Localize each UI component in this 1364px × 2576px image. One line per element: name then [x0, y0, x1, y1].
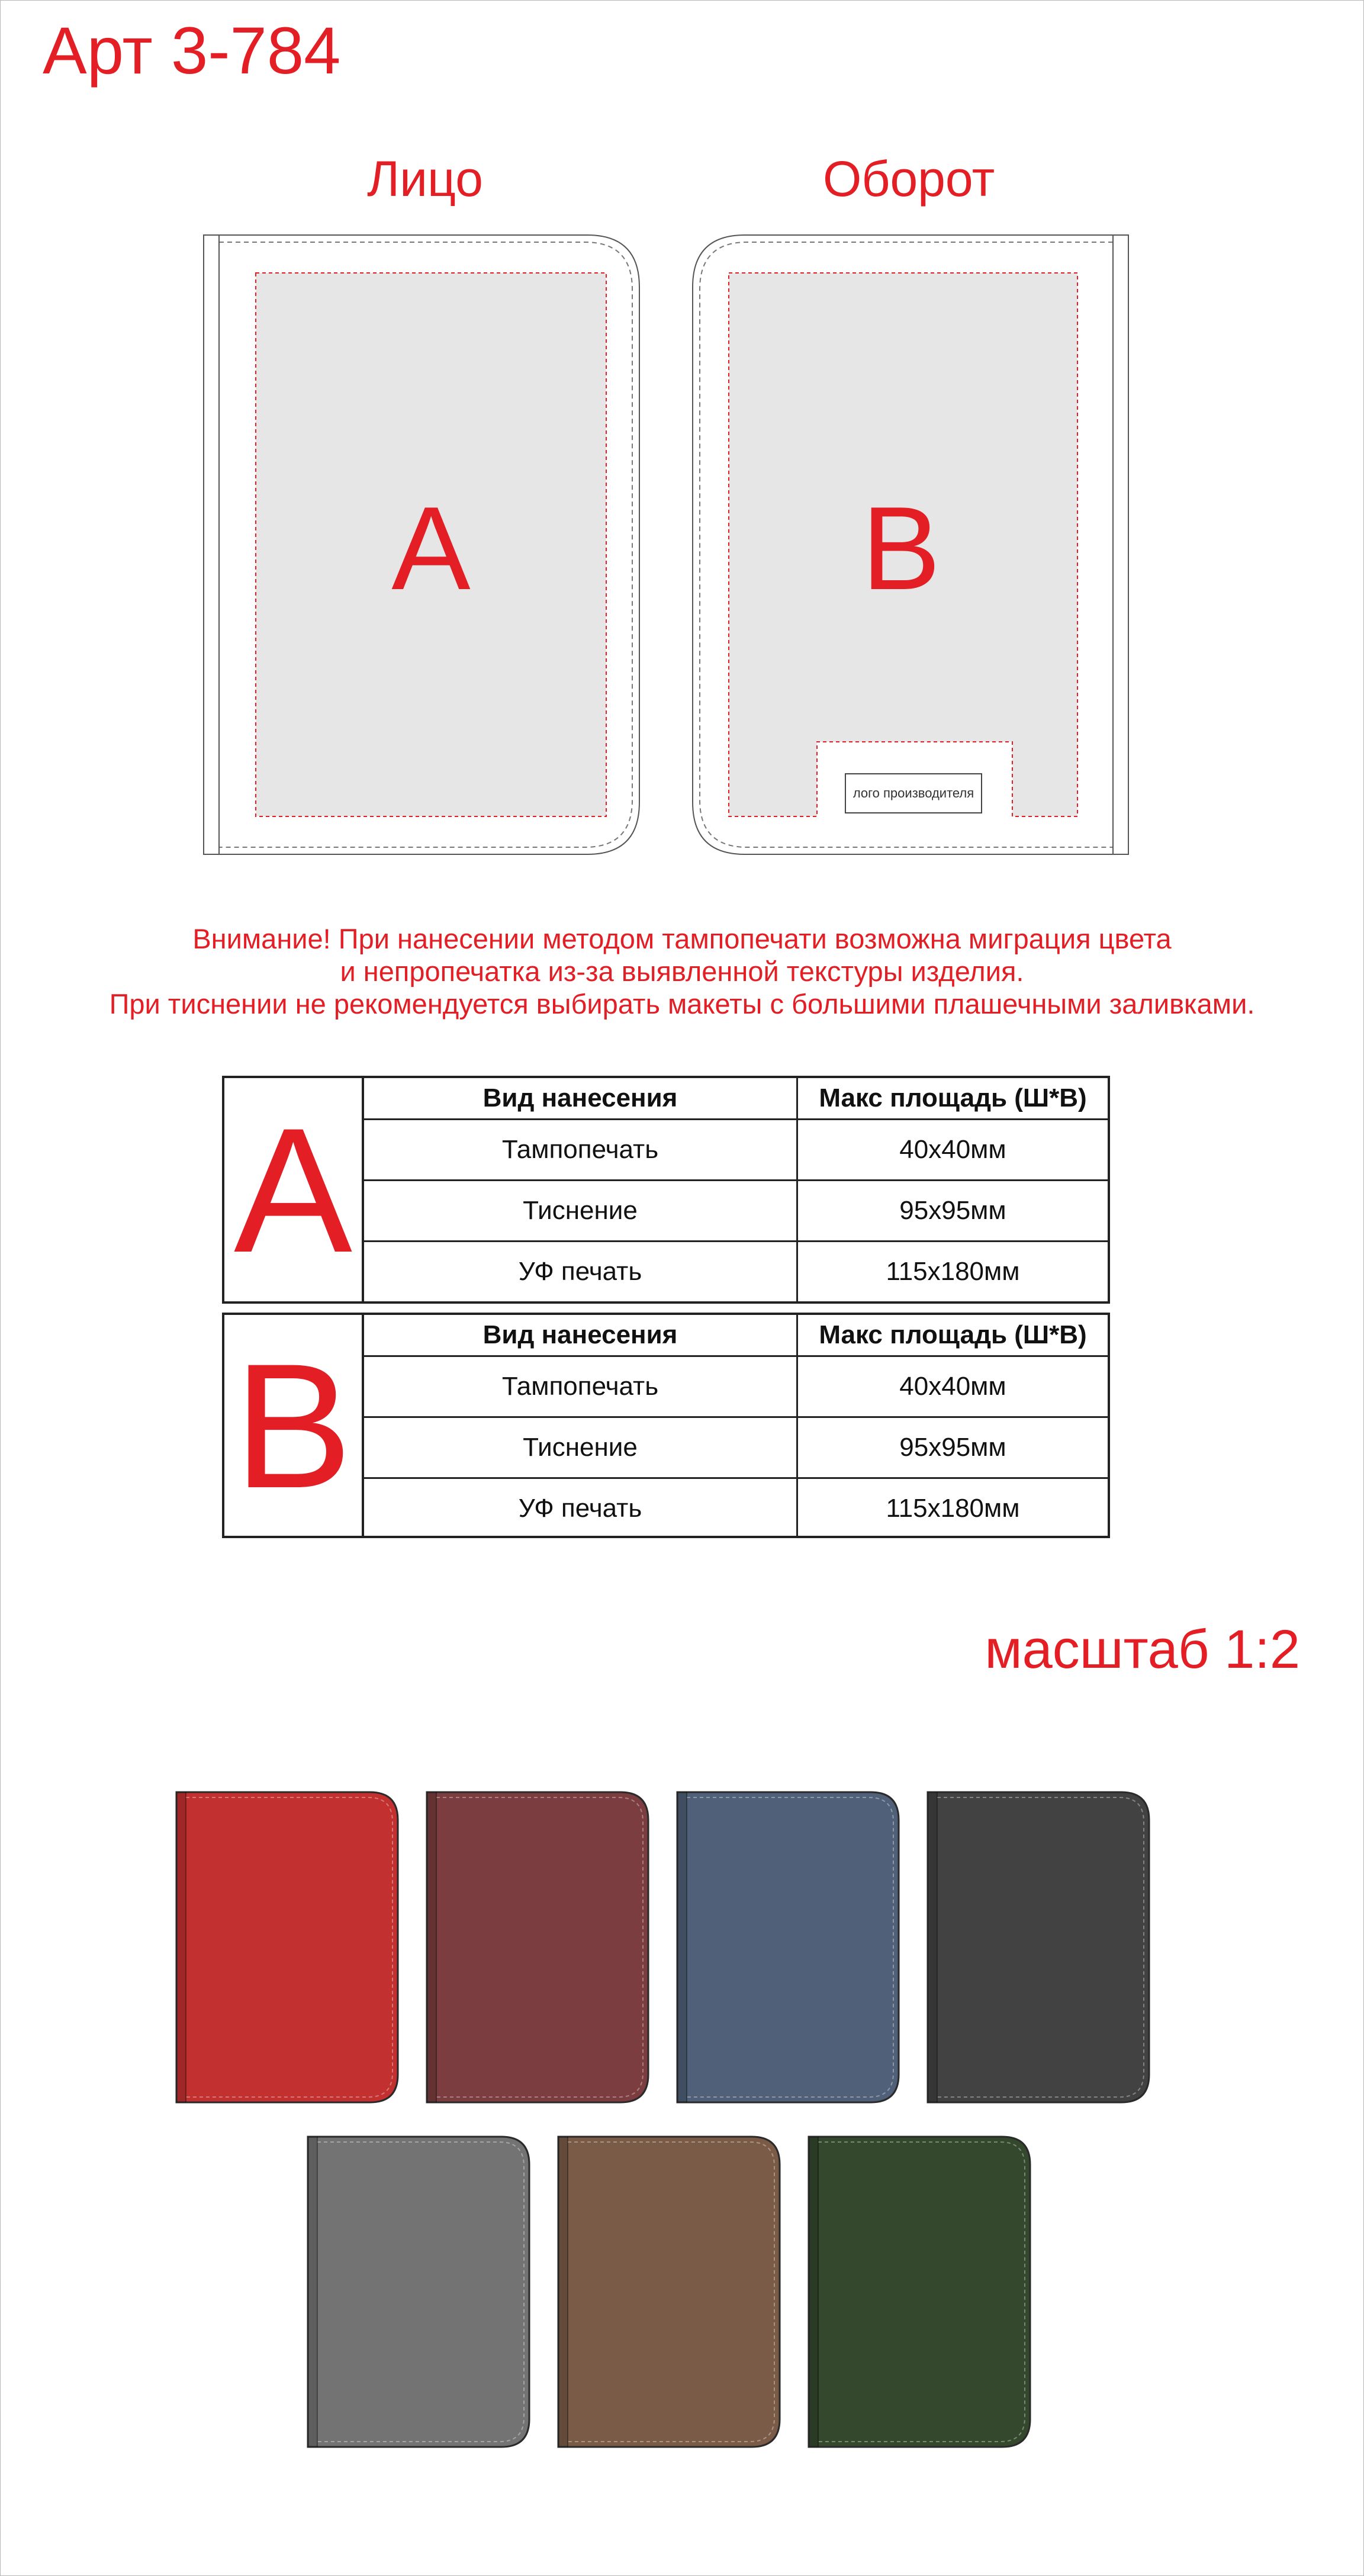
- zone-b-letter: B: [861, 483, 941, 615]
- area-cell: 95х95мм: [797, 1417, 1108, 1478]
- method-cell: Тиснение: [364, 1181, 797, 1242]
- zone-b-spec-letter: B: [224, 1315, 364, 1536]
- table-row: [364, 1478, 1108, 1539]
- color-swatch: [807, 2135, 1032, 2449]
- table-row: [364, 1242, 1108, 1302]
- scale-label: масштаб 1:2: [985, 1619, 1300, 1680]
- method-cell: УФ печать: [364, 1242, 797, 1302]
- column-header-method: Вид нанесения: [364, 1078, 797, 1120]
- method-cell: Тиснение: [364, 1417, 797, 1478]
- table-row: [364, 1181, 1108, 1242]
- front-cover-drawing: [202, 234, 641, 856]
- warning-line: Внимание! При нанесении методом тампопечати возможна миграция цвета: [192, 923, 1172, 954]
- article-title: Арт 3-784: [43, 14, 341, 88]
- color-swatch: [675, 1790, 900, 2104]
- color-swatch: [175, 1790, 400, 2104]
- warning-note: [0, 922, 1364, 1020]
- color-swatch: [556, 2135, 781, 2449]
- back-cover-drawing: [691, 234, 1130, 856]
- method-cell: Тампопечать: [364, 1120, 797, 1181]
- zone-b-spec-table: [222, 1313, 1110, 1538]
- area-cell: 95х95мм: [797, 1181, 1108, 1242]
- column-header-method: Вид нанесения: [364, 1315, 797, 1356]
- column-header-max-area: Макс площадь (Ш*В): [797, 1315, 1108, 1356]
- color-swatch: [306, 2135, 531, 2449]
- front-side-title: Лицо: [367, 151, 483, 207]
- area-cell: 40х40мм: [797, 1120, 1108, 1181]
- zone-a-spec-table: [222, 1076, 1110, 1304]
- zone-a-letter: A: [391, 483, 471, 615]
- method-cell: УФ печать: [364, 1478, 797, 1539]
- area-cell: 115х180мм: [797, 1478, 1108, 1539]
- table-row: [364, 1120, 1108, 1181]
- warning-line: и непропечатка из-за выявленной текстуры изделия.: [340, 956, 1024, 987]
- column-header-max-area: Макс площадь (Ш*В): [797, 1078, 1108, 1120]
- area-cell: 115х180мм: [797, 1242, 1108, 1302]
- warning-line: При тиснении не рекомендуется выбирать макеты с большими плашечными заливками.: [109, 988, 1255, 1020]
- zone-a-spec-letter: A: [224, 1078, 364, 1301]
- table-row: [364, 1417, 1108, 1478]
- color-swatch: [425, 1790, 650, 2104]
- color-swatch: [926, 1790, 1151, 2104]
- manufacturer-logo-text: лого производителя: [852, 786, 974, 800]
- back-side-title: Оборот: [823, 151, 995, 207]
- method-cell: Тампопечать: [364, 1356, 797, 1417]
- area-cell: 40х40мм: [797, 1356, 1108, 1417]
- table-row: [364, 1356, 1108, 1417]
